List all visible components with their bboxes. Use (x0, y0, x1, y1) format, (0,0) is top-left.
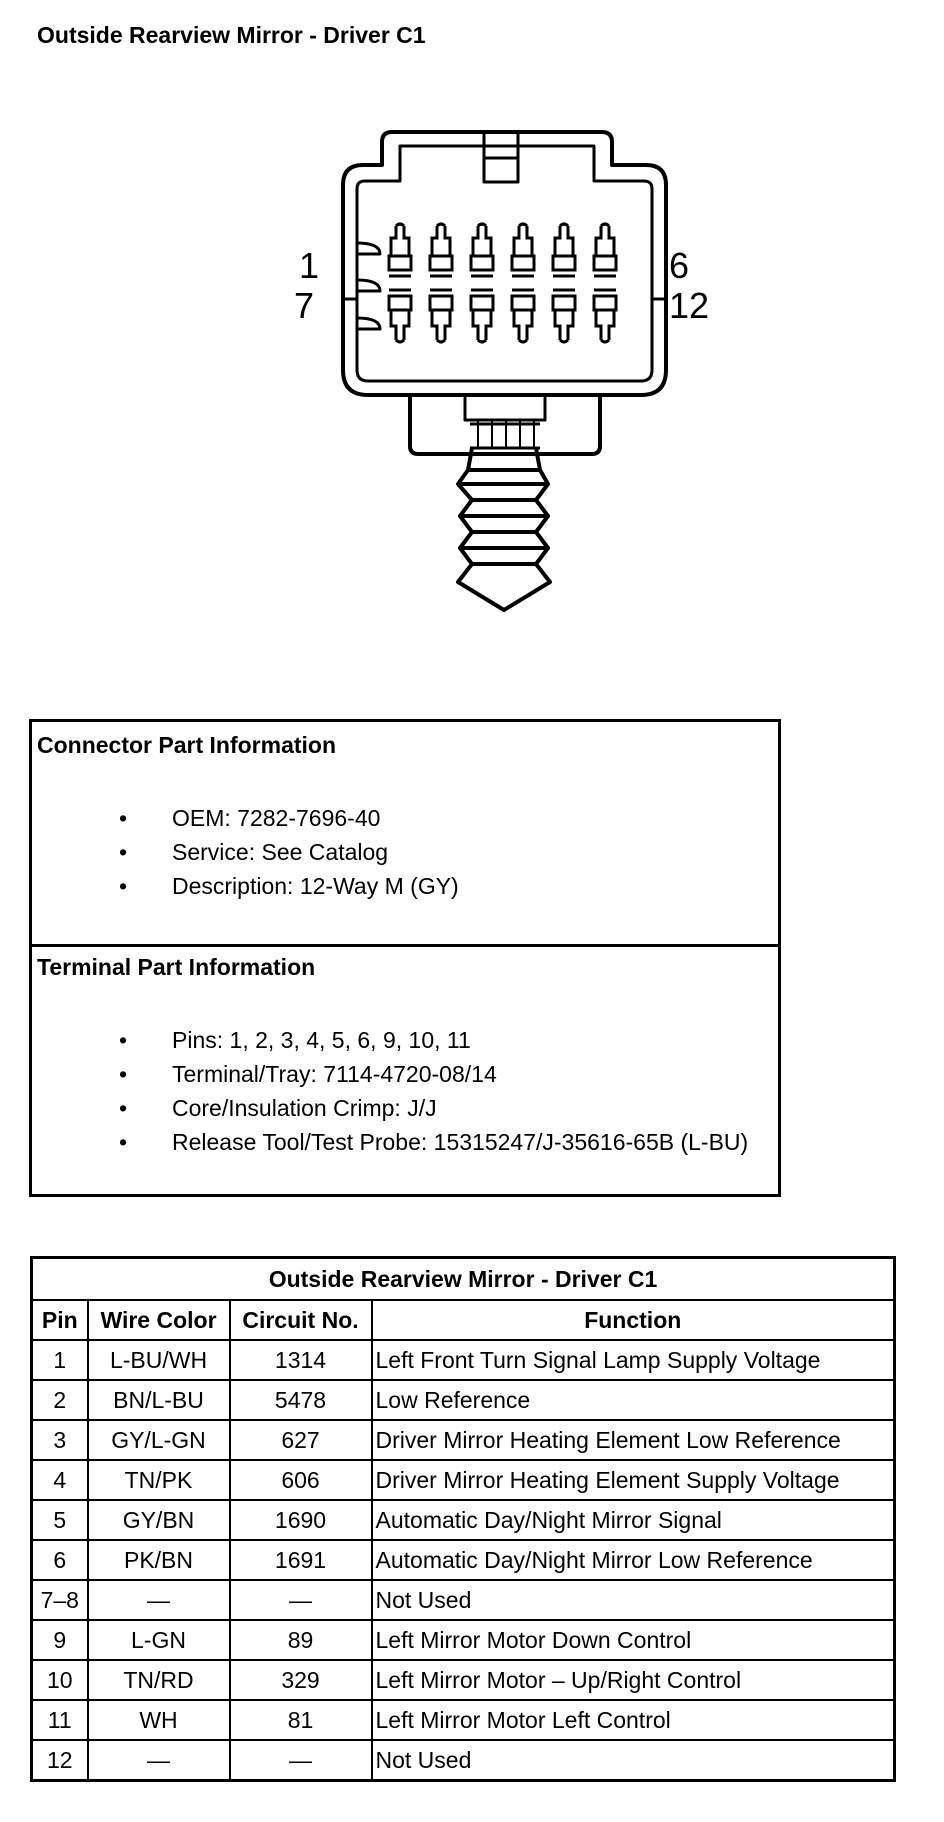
info-list-item-text: Terminal/Tray: 7114-4720-08/14 (172, 1061, 497, 1087)
pin-cell: 3 (32, 1420, 88, 1460)
pin-cavity-7 (389, 290, 411, 342)
connector-strain-relief (458, 448, 550, 610)
function-cell: Driver Mirror Heating Element Low Reference (372, 1420, 895, 1460)
pin-cell: 10 (32, 1660, 88, 1700)
wire-color-cell: — (88, 1740, 230, 1781)
table-row (32, 1740, 895, 1781)
function-cell: Driver Mirror Heating Element Supply Voltage (372, 1460, 895, 1500)
function-column-header: Function (372, 1300, 895, 1340)
circuit-number-cell: 606 (230, 1460, 372, 1500)
table-row (32, 1700, 895, 1740)
info-list-item-text: Service: See Catalog (172, 839, 389, 865)
table-row (32, 1500, 895, 1540)
pin-cavities (389, 224, 616, 342)
pin-label-6: 6 (669, 245, 690, 286)
terminal-part-info-section (32, 944, 778, 1194)
pin-cavity-4 (512, 224, 534, 276)
connector-side-key-mid (357, 280, 380, 291)
pin-cavity-1 (389, 224, 411, 276)
pin-cavity-5 (553, 224, 575, 276)
info-list-item (80, 835, 459, 869)
connector-side-key-bottom (357, 318, 380, 329)
table-row (32, 1380, 895, 1420)
connector-part-info-heading: Connector Part Information (37, 732, 337, 758)
pin-cavity-6 (594, 224, 616, 276)
pin-column-header: Pin (32, 1300, 88, 1340)
pin-cell: 2 (32, 1380, 88, 1420)
function-cell: Not Used (372, 1740, 895, 1781)
table-row (32, 1420, 895, 1460)
bullet-icon: • (119, 839, 128, 865)
pin-cavity-3 (471, 224, 493, 276)
pin-cell: 5 (32, 1500, 88, 1540)
wire-color-cell: GY/BN (88, 1500, 230, 1540)
connector-part-info-list (80, 801, 459, 903)
bullet-icon: • (119, 1061, 128, 1087)
bullet-icon: • (119, 873, 128, 899)
wire-color-cell: BN/L-BU (88, 1380, 230, 1420)
pin-cavity-12 (594, 290, 616, 342)
wire-color-cell: — (88, 1580, 230, 1620)
pin-label-7: 7 (294, 285, 315, 326)
info-list-item-text: Description: 12-Way M (GY) (172, 873, 459, 899)
wire-color-cell: PK/BN (88, 1540, 230, 1580)
circuit-number-cell: 1314 (230, 1340, 372, 1380)
wire-color-cell: L-BU/WH (88, 1340, 230, 1380)
pin-table-body (32, 1340, 895, 1781)
pin-cavity-2 (430, 224, 452, 276)
pin-cavity-10 (512, 290, 534, 342)
function-cell: Left Mirror Motor Left Control (372, 1700, 895, 1740)
pin-label-12: 12 (669, 285, 710, 326)
pin-cavity-11 (553, 290, 575, 342)
table-row (32, 1580, 895, 1620)
pin-cavity-8 (430, 290, 452, 342)
terminal-part-info-heading: Terminal Part Information (37, 954, 316, 980)
pin-cell: 9 (32, 1620, 88, 1660)
wire-color-cell: TN/RD (88, 1660, 230, 1700)
pin-cell: 1 (32, 1340, 88, 1380)
pin-table-caption: Outside Rearview Mirror - Driver C1 (32, 1258, 895, 1301)
pin-label-1: 1 (299, 245, 320, 286)
connector-housing-outline (343, 132, 666, 395)
pin-cell: 11 (32, 1700, 88, 1740)
info-list-item (80, 801, 459, 835)
circuit-number-cell: 1690 (230, 1500, 372, 1540)
info-list-item-text: OEM: 7282-7696-40 (172, 805, 381, 831)
function-cell: Left Front Turn Signal Lamp Supply Voltage (372, 1340, 895, 1380)
function-cell: Automatic Day/Night Mirror Signal (372, 1500, 895, 1540)
wire-color-cell: TN/PK (88, 1460, 230, 1500)
function-cell: Automatic Day/Night Mirror Low Reference (372, 1540, 895, 1580)
connector-face-diagram (290, 115, 730, 615)
info-list-item (80, 1023, 748, 1057)
info-list-item (80, 1057, 748, 1091)
pin-cell: 7–8 (32, 1580, 88, 1620)
bullet-icon: • (119, 805, 128, 831)
circuit-number-cell: 329 (230, 1660, 372, 1700)
info-list-item-text: Pins: 1, 2, 3, 4, 5, 6, 9, 10, 11 (172, 1027, 471, 1053)
bullet-icon: • (119, 1027, 128, 1053)
bullet-icon: • (119, 1129, 128, 1155)
circuit-number-cell: 627 (230, 1420, 372, 1460)
table-row (32, 1620, 895, 1660)
pin-table-header-row (32, 1300, 895, 1340)
pin-table (30, 1256, 896, 1782)
circuit-number-cell: 81 (230, 1700, 372, 1740)
circuit-number-cell: 1691 (230, 1540, 372, 1580)
connector-part-info-section (32, 722, 778, 947)
page-title: Outside Rearview Mirror - Driver C1 (37, 22, 426, 48)
wire-color-column-header: Wire Color (88, 1300, 230, 1340)
info-list-item (80, 1125, 748, 1159)
circuit-number-cell: 89 (230, 1620, 372, 1660)
table-row (32, 1460, 895, 1500)
table-row (32, 1540, 895, 1580)
connector-side-key-top (357, 243, 380, 254)
wire-color-cell: GY/L-GN (88, 1420, 230, 1460)
wire-color-cell: L-GN (88, 1620, 230, 1660)
part-information-box (29, 719, 781, 1197)
circuit-number-cell: 5478 (230, 1380, 372, 1420)
pin-cell: 4 (32, 1460, 88, 1500)
function-cell: Low Reference (372, 1380, 895, 1420)
circuit-number-cell: — (230, 1580, 372, 1620)
table-row (32, 1340, 895, 1380)
function-cell: Left Mirror Motor Down Control (372, 1620, 895, 1660)
pin-cell: 12 (32, 1740, 88, 1781)
info-list-item-text: Release Tool/Test Probe: 15315247/J-35616-65B (L-BU) (172, 1129, 749, 1155)
info-list-item-text: Core/Insulation Crimp: J/J (172, 1095, 437, 1121)
circuit-number-cell: — (230, 1740, 372, 1781)
pin-cell: 6 (32, 1540, 88, 1580)
pin-cavity-9 (471, 290, 493, 342)
terminal-part-info-list (80, 1023, 748, 1159)
wire-color-cell: WH (88, 1700, 230, 1740)
function-cell: Not Used (372, 1580, 895, 1620)
table-row (32, 1660, 895, 1700)
bullet-icon: • (119, 1095, 128, 1121)
info-list-item (80, 869, 459, 903)
info-list-item (80, 1091, 748, 1125)
function-cell: Left Mirror Motor – Up/Right Control (372, 1660, 895, 1700)
circuit-number-column-header: Circuit No. (230, 1300, 372, 1340)
